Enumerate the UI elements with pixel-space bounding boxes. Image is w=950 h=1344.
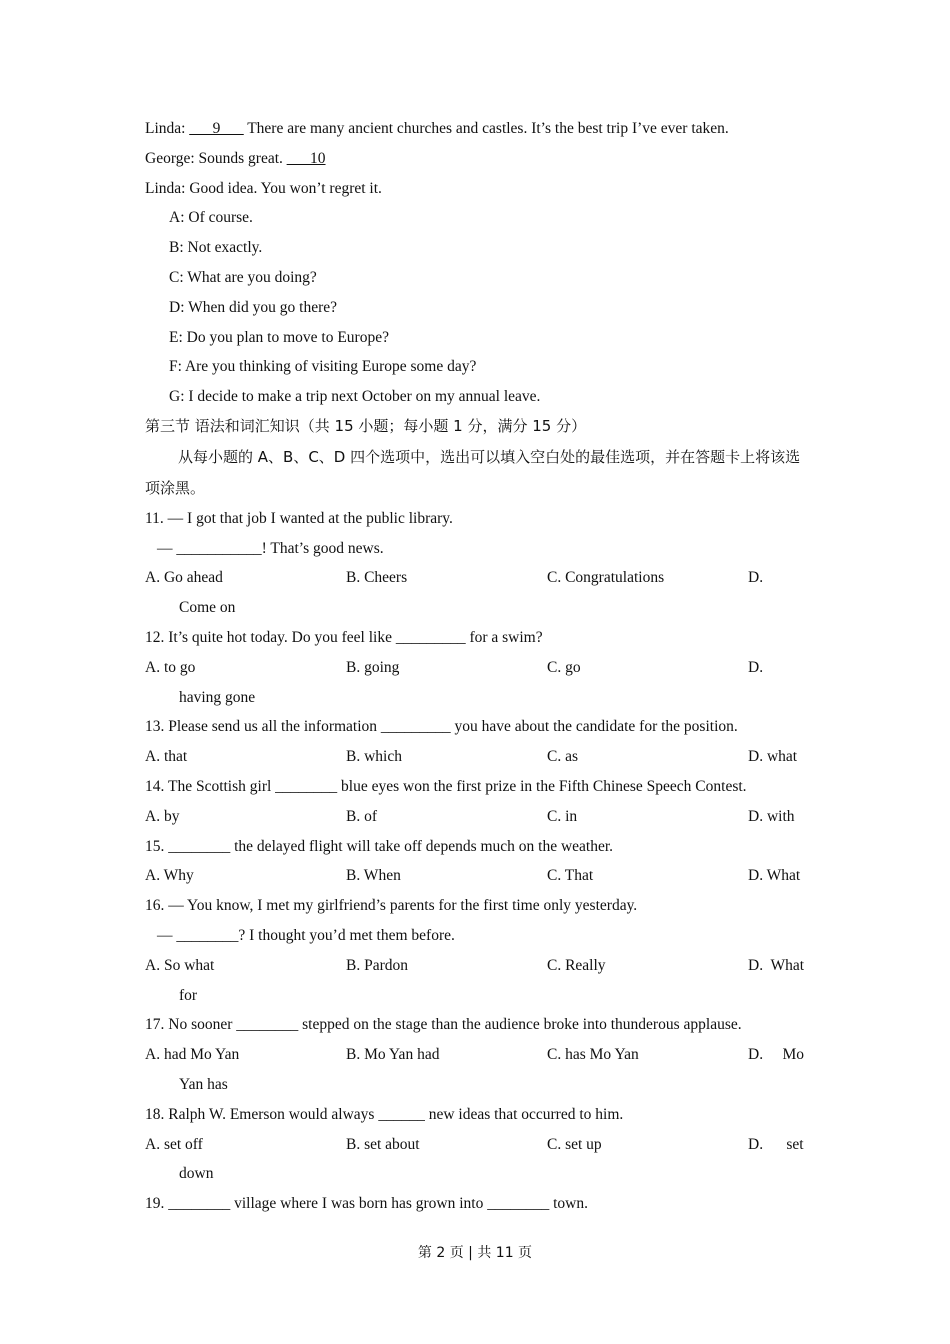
q13-option-a: A. that	[145, 748, 188, 766]
q11-option-b: B. Cheers	[346, 569, 408, 587]
q14-option-d: D. with	[748, 807, 795, 825]
q11-reply: — ___________! That’s good news.	[157, 539, 384, 557]
q13-option-b: B. which	[346, 748, 402, 766]
blank-9: ___9___	[189, 120, 244, 137]
q18-options	[145, 1130, 810, 1160]
q12-option-c: C. go	[547, 658, 581, 676]
q16-option-a: A. So what	[145, 956, 215, 974]
q12-option-d-cont: having gone	[179, 688, 256, 706]
page-footer: 第 2 页 | 共 11 页	[417, 1245, 533, 1261]
dialogue-line-george: George: Sounds great. ___10	[145, 149, 326, 167]
q14-stem: 14. The Scottish girl ________ blue eyes won the first prize in the Fifth Chinese Speech Contest.	[145, 777, 747, 795]
dialogue-option-b: B: Not exactly.	[169, 239, 263, 257]
dialogue-line-linda-2: Linda: Good idea. You won’t regret it.	[145, 179, 382, 197]
q11-option-d: D.	[748, 569, 764, 587]
q12-option-d: D.	[748, 658, 764, 676]
q11-options	[145, 563, 810, 593]
q11-option-d-cont: Come on	[179, 599, 236, 617]
q13-options	[145, 742, 810, 772]
q14-option-a: A. by	[145, 807, 180, 825]
q16-option-d: D. What	[748, 956, 805, 974]
q14-options	[145, 802, 810, 832]
dialogue-option-d: D: When did you go there?	[169, 298, 338, 316]
dialogue-option-e: E: Do you plan to move to Europe?	[169, 328, 389, 346]
q11-option-c: C. Congratulations	[547, 569, 665, 587]
q15-options	[145, 861, 810, 891]
q12-option-b: B. going	[346, 658, 400, 676]
blank-10: ___10	[286, 149, 326, 167]
dialogue-option-g: G: I decide to make a trip next October on my annual leave.	[169, 388, 541, 406]
q17-options	[145, 1040, 810, 1070]
q18-option-b: B. set about	[346, 1135, 420, 1153]
q13-option-c: C. as	[547, 748, 578, 766]
section-heading: 第三节 语法和词汇知识（共 15 小题；每小题 1 分，满分 15 分）	[145, 416, 587, 435]
q12-option-a: A. to go	[145, 658, 196, 676]
q13-option-d: D. what	[748, 748, 798, 766]
q17-option-c: C. has Mo Yan	[547, 1046, 639, 1064]
q18-option-c: C. set up	[547, 1135, 602, 1153]
q17-option-b: B. Mo Yan had	[346, 1046, 440, 1064]
q18-stem: 18. Ralph W. Emerson would always ______ new ideas that occurred to him.	[145, 1105, 624, 1123]
dialogue-option-c: C: What are you doing?	[169, 268, 317, 286]
q15-option-c: C. That	[547, 867, 594, 885]
dialogue-option-a: A: Of course.	[169, 209, 253, 227]
q17-option-d-cont: Yan has	[179, 1075, 228, 1093]
q18-option-d-cont: down	[179, 1165, 214, 1183]
q17-stem: 17. No sooner ________ stepped on the stage than the audience broke into thunderous applause.	[145, 1016, 742, 1034]
dialogue-option-f: F: Are you thinking of visiting Europe some day?	[169, 358, 477, 376]
q15-option-a: A. Why	[145, 867, 194, 885]
q16-option-d-cont: for	[179, 986, 198, 1004]
q15-option-d: D. What	[748, 867, 801, 885]
q15-option-b: B. When	[346, 867, 401, 885]
q19-stem: 19. ________ village where I was born has grown into ________ town.	[145, 1195, 588, 1213]
q14-option-b: B. of	[346, 807, 377, 825]
q13-stem: 13. Please send us all the information _________ you have about the candidate for the position.	[145, 718, 738, 736]
q17-option-d: D. Mo	[748, 1046, 804, 1064]
q14-option-c: C. in	[547, 807, 578, 825]
q18-option-d: D. set	[748, 1135, 804, 1153]
q12-options	[145, 653, 810, 683]
q17-option-a: A. had Mo Yan	[145, 1046, 240, 1064]
dialogue-line-linda-1: Linda: ___9___ There are many ancient churches and castles. It’s the best trip I’ve ever taken.	[145, 120, 729, 137]
q16-option-c: C. Really	[547, 956, 606, 974]
q16-option-b: B. Pardon	[346, 956, 408, 974]
q16-options	[145, 951, 810, 981]
q11-option-a: A. Go ahead	[145, 569, 223, 587]
page-content	[145, 114, 810, 1219]
q12-stem: 12. It’s quite hot today. Do you feel like _________ for a swim?	[145, 628, 543, 646]
q15-stem: 15. ________ the delayed flight will take off depends much on the weather.	[145, 837, 614, 855]
q11-stem: 11. — I got that job I wanted at the public library.	[145, 509, 453, 527]
q18-option-a: A. set off	[145, 1135, 203, 1153]
q16-reply: — ________? I thought you’d met them before.	[157, 926, 455, 944]
section-instructions: 从每小题的 A、B、C、D 四个选项中，选出可以填入空白处的最佳选项，并在答题卡上将该选项涂黑。	[145, 447, 801, 497]
q16-stem: 16. — You know, I met my girlfriend’s parents for the first time only yesterday.	[145, 897, 638, 915]
